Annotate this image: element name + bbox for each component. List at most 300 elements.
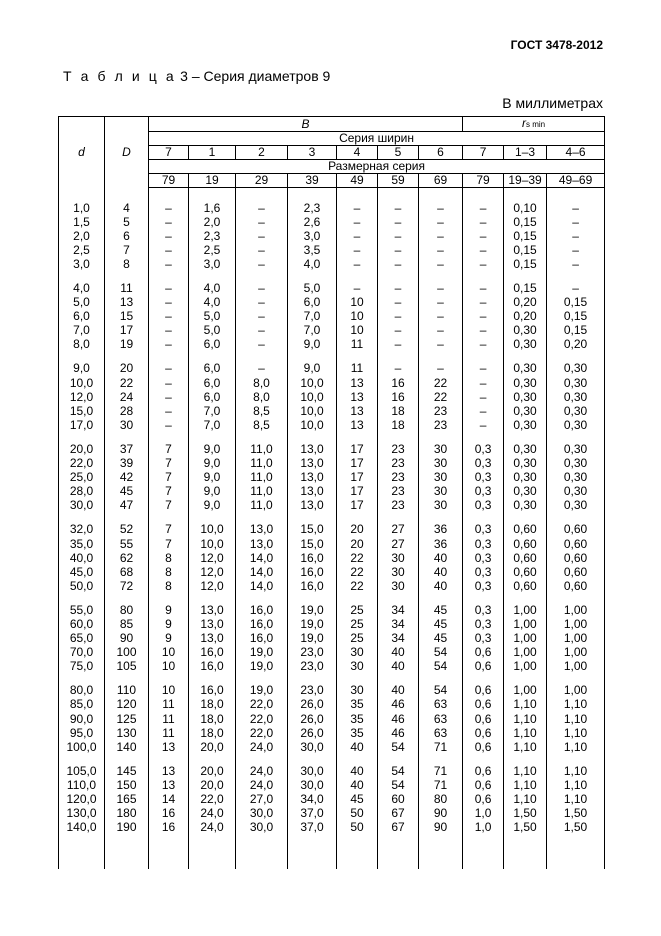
table-cell: 63 [419,726,463,740]
spacer-row [59,513,605,523]
table-cell: 23 [419,418,463,432]
table-cell: 1,10 [547,792,605,806]
table-cell: 4 [105,201,149,215]
table-cell: 0,60 [547,551,605,565]
table-cell: 0,6 [463,684,504,698]
table-cell: 13,0 [189,632,236,646]
table-cell: 7 [149,442,189,456]
table-row [59,632,605,646]
table-cell: 11 [337,338,378,352]
table-cell: 9,0 [189,457,236,471]
table-row [59,471,605,485]
table-cell: 1,00 [547,660,605,674]
table-cell: – [463,215,504,229]
table-cell: 7 [149,523,189,537]
table-cell: 3,5 [288,243,337,257]
table-cell: 19,0 [236,684,288,698]
table-cell: 0,20 [504,310,547,324]
table-cell: 11,0 [236,485,288,499]
table-cell: 12,0 [189,579,236,593]
table-cell: 0,60 [504,537,547,551]
header-width-series: Серия ширин [149,132,605,146]
table-row [59,537,605,551]
table-cell: 140 [105,740,149,754]
table-cell: 16,0 [236,603,288,617]
table-cell: 23 [378,471,419,485]
table-cell: 9,0 [59,362,105,376]
table-cell: 17,0 [59,418,105,432]
table-cell: 165 [105,792,149,806]
table-cell: 0,6 [463,712,504,726]
table-row [59,362,605,376]
table-row [59,712,605,726]
table-cell: 35 [337,726,378,740]
table-cell: 4,0 [189,281,236,295]
table-cell: 1,10 [547,712,605,726]
table-cell: 1,10 [504,740,547,754]
size-code-cell: 19 [189,174,236,188]
table-cell: 5,0 [288,281,337,295]
diameter-series-table [58,116,605,869]
table-cell: 2,3 [189,229,236,243]
table-cell: – [463,418,504,432]
table-cell: 18,0 [189,726,236,740]
table-cell: 0,30 [504,390,547,404]
table-cell: 0,30 [504,376,547,390]
table-cell: 34 [378,632,419,646]
table-cell: – [419,215,463,229]
header-r-sub: s min [526,120,546,129]
table-cell: 50 [337,807,378,821]
table-cell: 1,10 [504,792,547,806]
table-cell: 13 [337,390,378,404]
table-row [59,660,605,674]
table-cell: 9,0 [189,471,236,485]
table-cell: 54 [378,740,419,754]
table-cell: 130,0 [59,807,105,821]
table-cell: 0,30 [504,457,547,471]
table-cell: 23 [378,457,419,471]
table-cell: 85 [105,617,149,631]
table-cell: 0,30 [547,376,605,390]
table-cell: 15,0 [59,404,105,418]
table-row [59,457,605,471]
table-cell: 95,0 [59,726,105,740]
table-cell: 40 [337,764,378,778]
table-cell: 30 [337,660,378,674]
spacer-row [59,432,605,442]
table-cell: 18,0 [189,712,236,726]
width-code-cell: 1 [189,146,236,160]
table-cell: – [337,229,378,243]
table-cell: 54 [378,764,419,778]
table-cell: 65,0 [59,632,105,646]
table-cell: 25,0 [59,471,105,485]
table-cell: 23 [378,499,419,513]
table-cell: 0,3 [463,565,504,579]
table-row [59,792,605,806]
table-cell: 16 [149,807,189,821]
table-cell: 0,3 [463,603,504,617]
table-cell: 25 [337,603,378,617]
table-cell: 1,00 [547,646,605,660]
table-cell: 18 [378,404,419,418]
table-cell: 9,0 [288,362,337,376]
table-cell: – [463,404,504,418]
spacer-row [59,352,605,362]
table-cell: 0,3 [463,617,504,631]
table-cell: 15,0 [288,523,337,537]
table-cell: 0,30 [547,442,605,456]
table-cell: 47 [105,499,149,513]
table-cell: 30 [105,418,149,432]
table-cell: 6,0 [189,390,236,404]
table-cell: 8 [105,257,149,271]
table-cell: 1,6 [189,201,236,215]
table-cell: 9 [149,632,189,646]
table-cell: 72 [105,579,149,593]
table-cell: 0,15 [504,229,547,243]
table-cell: 55,0 [59,603,105,617]
table-cell: 45,0 [59,565,105,579]
table-cell: 2,0 [189,215,236,229]
table-cell: 14,0 [236,551,288,565]
table-cell: 1,10 [547,764,605,778]
table-cell: 0,20 [547,338,605,352]
table-cell: – [419,243,463,257]
table-cell: – [236,310,288,324]
table-cell: 40 [337,778,378,792]
table-cell: 11,0 [236,457,288,471]
table-cell: 26,0 [288,726,337,740]
table-cell: 19 [105,338,149,352]
table-cell: – [337,257,378,271]
table-cell: 0,3 [463,471,504,485]
table-cell: 9,0 [288,338,337,352]
table-cell: – [149,243,189,257]
table-cell: 8,0 [59,338,105,352]
table-row [59,603,605,617]
table-cell: 6,0 [59,310,105,324]
table-cell: 14,0 [236,565,288,579]
table-row [59,579,605,593]
table-cell: 6,0 [189,376,236,390]
table-cell: – [236,243,288,257]
table-cell: 63 [419,712,463,726]
table-cell: 30,0 [236,821,288,835]
table-cell: 36 [419,537,463,551]
table-cell: 0,30 [504,404,547,418]
document-code: ГОСТ 3478-2012 [510,38,603,52]
table-cell: – [547,257,605,271]
table-cell: 39 [105,457,149,471]
table-cell: 0,30 [547,471,605,485]
table-cell: 40 [378,646,419,660]
table-cell: – [419,281,463,295]
table-cell: – [236,215,288,229]
table-cell: – [378,281,419,295]
table-cell: 18 [378,418,419,432]
table-cell: 34 [378,603,419,617]
table-cell: 13 [337,404,378,418]
table-cell: 22 [337,551,378,565]
table-cell: 0,3 [463,579,504,593]
table-cell: 27,0 [236,792,288,806]
table-cell: – [419,324,463,338]
table-cell: 0,30 [547,499,605,513]
table-cell: 0,60 [504,551,547,565]
table-cell: 12,0 [59,390,105,404]
table-cell: 3,0 [59,257,105,271]
table-cell: 16,0 [236,632,288,646]
table-cell: 5,0 [59,296,105,310]
table-cell: 0,60 [547,537,605,551]
table-cell: 52 [105,523,149,537]
table-cell: – [236,281,288,295]
table-cell: 20,0 [189,764,236,778]
table-cell: 45 [419,603,463,617]
table-cell: 16 [378,376,419,390]
table-cell: 13 [149,764,189,778]
table-cell: 0,20 [504,296,547,310]
table-cell: 0,6 [463,778,504,792]
table-cell: 0,3 [463,499,504,513]
table-cell: 150 [105,778,149,792]
table-cell: 40,0 [59,551,105,565]
table-row [59,778,605,792]
size-code-cell: 49–69 [547,174,605,188]
table-cell: 2,0 [59,229,105,243]
table-row [59,821,605,835]
spacer-row [59,754,605,764]
table-cell: 16,0 [288,565,337,579]
table-cell: 1,10 [547,778,605,792]
header-d: d [59,117,105,188]
table-cell: 13,0 [189,617,236,631]
table-cell: 8,5 [236,418,288,432]
table-cell: 11 [149,712,189,726]
table-cell: 1,00 [547,617,605,631]
table-cell: 7 [149,485,189,499]
table-cell: 0,3 [463,442,504,456]
table-cell: – [463,243,504,257]
table-cell: – [149,362,189,376]
table-cell: 30 [337,646,378,660]
spacer-row [59,593,605,603]
table-cell: – [236,257,288,271]
table-cell: 28 [105,404,149,418]
table-cell: – [236,229,288,243]
table-cell: 7,0 [288,310,337,324]
table-cell: 2,3 [288,201,337,215]
table-cell: 105 [105,660,149,674]
table-row [59,726,605,740]
table-cell: 12,0 [189,551,236,565]
table-cell: 0,30 [547,457,605,471]
table-cell: 37,0 [288,807,337,821]
spacer-row [59,188,605,202]
table-cell: 24,0 [189,821,236,835]
header-B: B [149,117,463,132]
table-cell: 30 [419,471,463,485]
table-cell: 0,30 [504,442,547,456]
table-cell: – [378,257,419,271]
table-cell: 190 [105,821,149,835]
table-cell: 35 [337,712,378,726]
table-cell: – [337,215,378,229]
table-cell: 27 [378,537,419,551]
table-cell: 54 [419,646,463,660]
table-cell: 0,3 [463,551,504,565]
width-code-cell: 7 [149,146,189,160]
table-cell: 110 [105,684,149,698]
table-cell: 0,15 [504,243,547,257]
table-cell: – [149,404,189,418]
table-cell: 1,10 [504,712,547,726]
size-code-cell: 69 [419,174,463,188]
table-cell: 10,0 [59,376,105,390]
table-cell: 0,30 [504,338,547,352]
table-cell: – [149,418,189,432]
table-cell: – [149,324,189,338]
table-cell: 0,3 [463,523,504,537]
table-cell: – [149,281,189,295]
table-cell: 5,0 [189,324,236,338]
table-cell: 80 [105,603,149,617]
table-cell: 1,00 [547,603,605,617]
table-cell: 5,0 [189,310,236,324]
table-cell: – [236,338,288,352]
table-cell: 0,15 [504,281,547,295]
table-cell: 7,0 [59,324,105,338]
table-cell: 18,0 [189,698,236,712]
table-cell: 19,0 [288,632,337,646]
table-cell: 40 [337,740,378,754]
table-cell: 5 [105,215,149,229]
table-cell: 40 [419,565,463,579]
table-cell: 11,0 [236,442,288,456]
table-cell: 30 [419,485,463,499]
table-cell: 22,0 [236,726,288,740]
table-cell: 13 [149,740,189,754]
table-cell: 23 [378,485,419,499]
width-code-cell: 7 [463,146,504,160]
table-cell: – [378,201,419,215]
spacer-row [59,271,605,281]
table-cell: – [149,390,189,404]
table-cell: 67 [378,821,419,835]
table-cell: 25 [337,617,378,631]
table-cell: 1,00 [504,632,547,646]
table-cell: 9 [149,617,189,631]
table-cell: 110,0 [59,778,105,792]
table-cell: 23,0 [288,646,337,660]
table-cell: 37 [105,442,149,456]
table-cell: 30,0 [288,778,337,792]
table-cell: 10 [337,310,378,324]
table-cell: 45 [419,632,463,646]
table-cell: 20,0 [189,778,236,792]
table-cell: – [463,201,504,215]
table-cell: 54 [419,660,463,674]
table-cell: 0,30 [504,485,547,499]
table-cell: 0,30 [504,418,547,432]
table-cell: – [419,362,463,376]
table-cell: 15,0 [288,537,337,551]
table-cell: 11 [149,698,189,712]
table-cell: 70,0 [59,646,105,660]
table-cell: 40 [378,660,419,674]
table-cell: – [149,257,189,271]
table-cell: 0,6 [463,764,504,778]
table-cell: 120 [105,698,149,712]
table-cell: 7 [149,457,189,471]
table-cell: 46 [378,698,419,712]
table-cell: 0,6 [463,726,504,740]
table-cell: 75,0 [59,660,105,674]
table-row [59,310,605,324]
table-row [59,418,605,432]
table-cell: – [236,324,288,338]
table-cell: 0,6 [463,740,504,754]
table-cell: 23,0 [288,660,337,674]
table-cell: 8,0 [236,390,288,404]
table-cell: 14,0 [236,579,288,593]
table-cell: 22,0 [236,712,288,726]
table-cell: – [378,296,419,310]
table-cell: 60,0 [59,617,105,631]
table-row [59,243,605,257]
table-cell: 2,6 [288,215,337,229]
table-cell: 20,0 [59,442,105,456]
table-header [59,117,605,188]
table-cell: – [547,201,605,215]
table-cell: 8 [149,551,189,565]
width-code-cell: 4–6 [547,146,605,160]
table-cell: 9,0 [189,485,236,499]
table-cell: 0,60 [504,579,547,593]
table-row [59,296,605,310]
table-cell: 1,00 [504,603,547,617]
table-cell: – [337,201,378,215]
table-cell: 1,10 [504,764,547,778]
table-cell: – [378,310,419,324]
table-cell: – [378,324,419,338]
table-cell: 40 [419,579,463,593]
table-cell: 25 [337,632,378,646]
table-cell: – [463,310,504,324]
table-row [59,807,605,821]
table-cell: 13 [105,296,149,310]
table-cell: 0,60 [547,579,605,593]
width-code-cell: 4 [337,146,378,160]
table-cell: 7 [149,471,189,485]
table-cell: 8 [149,579,189,593]
table-cell: 0,30 [547,390,605,404]
table-cell: 8,0 [236,376,288,390]
table-cell: 1,00 [547,684,605,698]
table-cell: 10 [149,646,189,660]
table-row [59,684,605,698]
table-cell: 130 [105,726,149,740]
table-cell: 0,15 [547,296,605,310]
table-cell: 20,0 [189,740,236,754]
table-cell: 0,30 [504,471,547,485]
width-code-cell: 2 [236,146,288,160]
table-cell: 0,3 [463,537,504,551]
table-cell: 8 [149,565,189,579]
table-row [59,523,605,537]
